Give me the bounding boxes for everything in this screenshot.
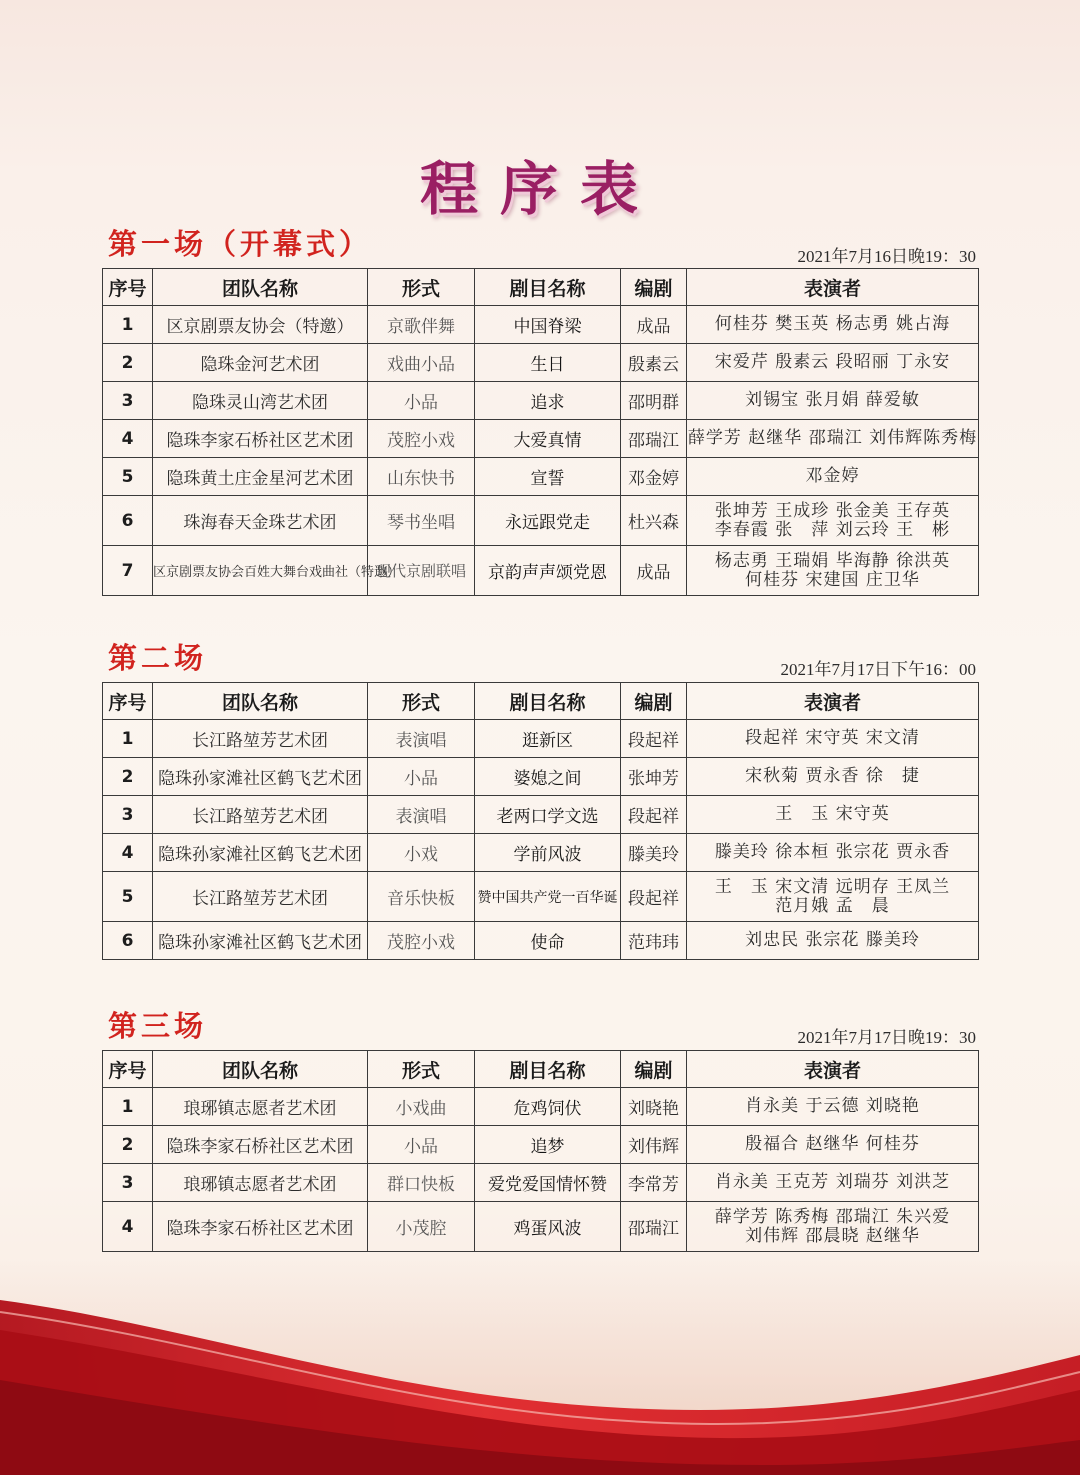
- table-row: [103, 382, 979, 420]
- table-row: [103, 1088, 979, 1126]
- table-row: [103, 872, 979, 922]
- table-row: [103, 758, 979, 796]
- column-header: 序号: [103, 683, 153, 720]
- drama-title: 学前风波: [475, 834, 621, 872]
- performers: [687, 922, 979, 960]
- column-header: 序号: [103, 1051, 153, 1088]
- row-number: 4: [103, 834, 153, 872]
- session-1-date: 2021年7月16日晚19：30: [797, 247, 976, 266]
- performers: [687, 758, 979, 796]
- writer-name: 成品: [621, 306, 687, 344]
- writer-name: 段起祥: [621, 796, 687, 834]
- drama-title: 永远跟党走: [475, 496, 621, 546]
- session-2-date: 2021年7月17日下午16：00: [780, 660, 976, 679]
- drama-title: 婆媳之间: [475, 758, 621, 796]
- performers: [687, 344, 979, 382]
- drama-title: 追求: [475, 382, 621, 420]
- performers: [687, 834, 979, 872]
- row-number: 2: [103, 344, 153, 382]
- row-number: 1: [103, 720, 153, 758]
- performer-line: 肖永美 于云德 刘晓艳: [745, 1096, 920, 1116]
- session-1-title: 第一场（开幕式）: [108, 227, 373, 261]
- performers: [687, 796, 979, 834]
- row-number: 4: [103, 1202, 153, 1252]
- performance-form: 小品: [368, 758, 475, 796]
- column-header: 团队名称: [153, 269, 368, 306]
- row-number: 2: [103, 758, 153, 796]
- row-number: 4: [103, 420, 153, 458]
- performers: [687, 1088, 979, 1126]
- team-name: 长江路堃芳艺术团: [153, 796, 368, 834]
- drama-title: 使命: [475, 922, 621, 960]
- performance-form: 音乐快板: [368, 872, 475, 922]
- performer-line: 宋爱芹 殷素云 段昭丽 丁永安: [714, 352, 951, 372]
- table-row: [103, 344, 979, 382]
- column-header: 剧目名称: [475, 683, 621, 720]
- column-header: 形式: [368, 1051, 475, 1088]
- team-name: 琅琊镇志愿者艺术团: [153, 1164, 368, 1202]
- performer-line: 杨志勇 王瑞娟 毕海静 徐洪英: [714, 550, 951, 571]
- column-header: 序号: [103, 269, 153, 306]
- writer-name: 邵瑞江: [621, 1202, 687, 1252]
- writer-name: 段起祥: [621, 720, 687, 758]
- drama-title: 京韵声声颂党恩: [475, 546, 621, 596]
- page-title: 程序表: [419, 155, 660, 223]
- performer-line: 张坤芳 王成珍 张金美 王存英: [714, 500, 951, 521]
- team-name: 区京剧票友协会（特邀）: [153, 306, 368, 344]
- performer-line: 薛学芳 陈秀梅 邵瑞江 朱兴爱: [714, 1206, 951, 1227]
- drama-title: 赞中国共产党一百华诞: [475, 872, 621, 922]
- table-row: [103, 546, 979, 596]
- performer-line: 王 玉 宋守英: [775, 804, 890, 824]
- performance-form: 琴书坐唱: [368, 496, 475, 546]
- team-name: 隐珠李家石桥社区艺术团: [153, 1202, 368, 1252]
- performer-line: 刘伟辉 邵晨晓 赵继华: [745, 1225, 920, 1246]
- writer-name: 范玮玮: [621, 922, 687, 960]
- row-number: 1: [103, 1088, 153, 1126]
- table-row: [103, 834, 979, 872]
- performers: [687, 306, 979, 344]
- performance-form: 小戏曲: [368, 1088, 475, 1126]
- team-name: 隐珠李家石桥社区艺术团: [153, 1126, 368, 1164]
- team-name: 区京剧票友协会百姓大舞台戏曲社（特邀）: [153, 546, 368, 596]
- table-row: [103, 496, 979, 546]
- performance-form: 茂腔小戏: [368, 922, 475, 960]
- column-header: 形式: [368, 269, 475, 306]
- performers: [687, 720, 979, 758]
- performer-line: 何桂芬 樊玉英 杨志勇 姚占海: [714, 314, 951, 334]
- writer-name: 刘晓艳: [621, 1088, 687, 1126]
- column-header: 形式: [368, 683, 475, 720]
- performer-line: 段起祥 宋守英 宋文清: [745, 728, 920, 748]
- drama-title: 危鸡饲伏: [475, 1088, 621, 1126]
- writer-name: 滕美玲: [621, 834, 687, 872]
- session-3-title: 第三场: [108, 1009, 208, 1043]
- table-row: [103, 1126, 979, 1164]
- writer-name: 张坤芳: [621, 758, 687, 796]
- table-row: [103, 796, 979, 834]
- row-number: 5: [103, 872, 153, 922]
- session-3-table: [102, 1050, 979, 1252]
- performer-line: 滕美玲 徐本桓 张宗花 贾永香: [714, 842, 951, 862]
- drama-title: 爱党爱国情怀赞: [475, 1164, 621, 1202]
- performer-line: 刘锡宝 张月娟 薛爱敏: [745, 390, 920, 410]
- performance-form: 小品: [368, 382, 475, 420]
- team-name: 隐珠孙家滩社区鹤飞艺术团: [153, 758, 368, 796]
- performance-form: 茂腔小戏: [368, 420, 475, 458]
- table-row: [103, 420, 979, 458]
- writer-name: 殷素云: [621, 344, 687, 382]
- team-name: 隐珠黄土庄金星河艺术团: [153, 458, 368, 496]
- session-1-table: [102, 268, 979, 596]
- writer-name: 刘伟辉: [621, 1126, 687, 1164]
- team-name: 琅琊镇志愿者艺术团: [153, 1088, 368, 1126]
- performers: [687, 1164, 979, 1202]
- column-header: 表演者: [687, 1051, 979, 1088]
- performance-form: 群口快板: [368, 1164, 475, 1202]
- performers: [687, 546, 979, 596]
- column-header: 剧目名称: [475, 1051, 621, 1088]
- table-row: [103, 458, 979, 496]
- table-row: [103, 306, 979, 344]
- red-ribbon-decoration: [0, 1260, 1080, 1475]
- row-number: 6: [103, 496, 153, 546]
- writer-name: 李常芳: [621, 1164, 687, 1202]
- session-2-table: [102, 682, 979, 960]
- performer-line: 刘忠民 张宗花 滕美玲: [745, 930, 920, 950]
- row-number: 5: [103, 458, 153, 496]
- drama-title: 逛新区: [475, 720, 621, 758]
- performance-form: 小戏: [368, 834, 475, 872]
- table-row: [103, 720, 979, 758]
- performance-form: 山东快书: [368, 458, 475, 496]
- table-row: [103, 1202, 979, 1252]
- performers: [687, 1202, 979, 1252]
- table-header-row: [103, 269, 979, 306]
- drama-title: 鸡蛋风波: [475, 1202, 621, 1252]
- drama-title: 生日: [475, 344, 621, 382]
- performer-line: 肖永美 王克芳 刘瑞芬 刘洪芝: [714, 1172, 951, 1192]
- performance-form: 小茂腔: [368, 1202, 475, 1252]
- performers: [687, 420, 979, 458]
- performer-line: 王 玉 宋文清 远明存 王凤兰: [714, 876, 951, 897]
- performance-form: 表演唱: [368, 720, 475, 758]
- team-name: 珠海春天金珠艺术团: [153, 496, 368, 546]
- writer-name: 段起祥: [621, 872, 687, 922]
- row-number: 3: [103, 382, 153, 420]
- table-header-row: [103, 1051, 979, 1088]
- drama-title: 宣誓: [475, 458, 621, 496]
- table-row: [103, 1164, 979, 1202]
- row-number: 3: [103, 1164, 153, 1202]
- column-header: 团队名称: [153, 683, 368, 720]
- row-number: 3: [103, 796, 153, 834]
- drama-title: 中国脊梁: [475, 306, 621, 344]
- row-number: 7: [103, 546, 153, 596]
- drama-title: 追梦: [475, 1126, 621, 1164]
- performers: [687, 1126, 979, 1164]
- row-number: 1: [103, 306, 153, 344]
- row-number: 6: [103, 922, 153, 960]
- team-name: 隐珠孙家滩社区鹤飞艺术团: [153, 922, 368, 960]
- drama-title: 老两口学文选: [475, 796, 621, 834]
- performers: [687, 872, 979, 922]
- session-3-date: 2021年7月17日晚19：30: [797, 1028, 976, 1047]
- team-name: 长江路堃芳艺术团: [153, 872, 368, 922]
- performance-form: 小品: [368, 1126, 475, 1164]
- column-header: 编剧: [621, 683, 687, 720]
- table-header-row: [103, 683, 979, 720]
- column-header: 团队名称: [153, 1051, 368, 1088]
- performers: [687, 496, 979, 546]
- writer-name: 邓金婷: [621, 458, 687, 496]
- team-name: 隐珠灵山湾艺术团: [153, 382, 368, 420]
- performance-form: 现代京剧联唱: [368, 546, 475, 596]
- drama-title: 大爱真情: [475, 420, 621, 458]
- column-header: 剧目名称: [475, 269, 621, 306]
- performer-line: 范月娥 孟 晨: [775, 895, 890, 916]
- performer-line: 何桂芬 宋建国 庄卫华: [745, 569, 920, 590]
- performer-line: 邓金婷: [805, 466, 860, 486]
- performers: [687, 382, 979, 420]
- writer-name: 邵瑞江: [621, 420, 687, 458]
- team-name: 隐珠孙家滩社区鹤飞艺术团: [153, 834, 368, 872]
- team-name: 长江路堃芳艺术团: [153, 720, 368, 758]
- performance-form: 京歌伴舞: [368, 306, 475, 344]
- session-2-title: 第二场: [108, 641, 208, 675]
- performance-form: 戏曲小品: [368, 344, 475, 382]
- row-number: 2: [103, 1126, 153, 1164]
- column-header: 编剧: [621, 269, 687, 306]
- writer-name: 邵明群: [621, 382, 687, 420]
- column-header: 编剧: [621, 1051, 687, 1088]
- column-header: 表演者: [687, 683, 979, 720]
- performer-line: 殷福合 赵继华 何桂芬: [745, 1134, 920, 1154]
- performer-line: 宋秋菊 贾永香 徐 捷: [745, 766, 920, 786]
- performers: [687, 458, 979, 496]
- performer-line: 薛学芳 赵继华 邵瑞江 刘伟辉陈秀梅: [687, 428, 978, 448]
- writer-name: 杜兴森: [621, 496, 687, 546]
- table-row: [103, 922, 979, 960]
- team-name: 隐珠李家石桥社区艺术团: [153, 420, 368, 458]
- performance-form: 表演唱: [368, 796, 475, 834]
- team-name: 隐珠金河艺术团: [153, 344, 368, 382]
- performer-line: 李春霞 张 萍 刘云玲 王 彬: [714, 519, 951, 540]
- column-header: 表演者: [687, 269, 979, 306]
- writer-name: 成品: [621, 546, 687, 596]
